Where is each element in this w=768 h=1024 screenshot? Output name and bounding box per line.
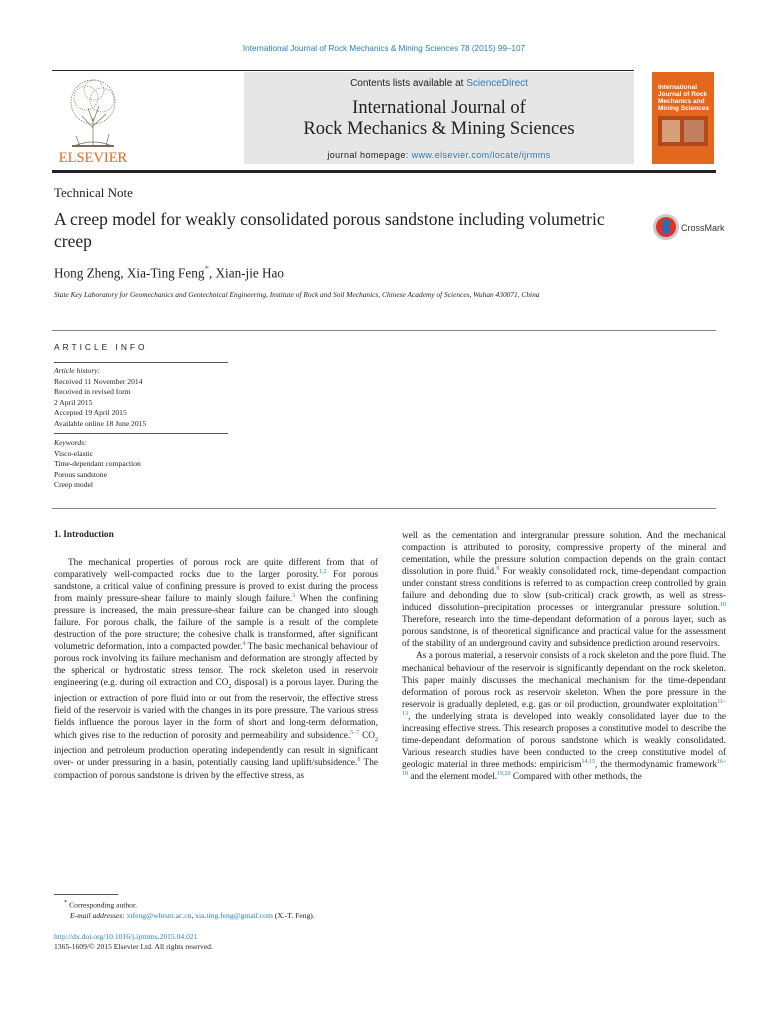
elsevier-logo (52, 72, 134, 166)
sciencedirect-link[interactable]: ScienceDirect (466, 78, 528, 89)
running-head-link[interactable]: International Journal of Rock Mechanics & Mining Sciences 78 (2015) 99–107 (242, 44, 526, 53)
crossmark-badge[interactable] (652, 212, 732, 242)
header-bottom-rule (52, 170, 716, 173)
elsevier-wordmark: ELSEVIER (58, 150, 128, 166)
copyright: 1365-1609/© 2015 Elsevier Ltd. All rights reserved. (54, 942, 213, 952)
footnote-rule (54, 894, 118, 895)
footnote: * Corresponding author. E-mail addresses: xtfeng@whrsm.ac.cn, xia.ting.feng@gmail.com (X.-T. Feng). (64, 899, 315, 920)
homepage-link[interactable]: www.elsevier.com/locate/ijrmms (411, 150, 551, 160)
keywords: Keywords: Visco-elastic Time-dependant compaction Porous sandstone Creep model (54, 438, 141, 490)
body-column-right (402, 530, 726, 783)
article-type: Technical Note (54, 185, 133, 200)
author-list: Hong Zheng, Xia-Ting Feng*, Xian-jie Hao (54, 264, 285, 281)
cover-image (658, 116, 708, 146)
journal-homepage: journal homepage: www.elsevier.com/locate/ijrmms (327, 150, 551, 160)
journal-cover-thumbnail[interactable] (652, 72, 714, 164)
article-info-rule (54, 362, 228, 363)
paragraph: As a porous material, a reservoir consists of a rock skeleton and the pore fluid. The mechanical behaviour of the reservoir is significantly dependant on the rock skeleton. This paper mainly discusses the mechanical mechanism for the time-dependant deformation of porous rock as reservoir skeleton. When the pore pressure in the reservoir is gradually depleted, e.g. gas or oil production, groundwater exploitation$^{11-13}$, the underlying strata is developed into weakly consolidated layer due to the increasing effective stress. This research proposes a constitutive model to describe the time-dependant deformation of porous sandstone which is weakly consolidated. Various research studies have been conducted to the creep constitutive model of geologic material in three methods: empiricism$^{14,15}$, the thermodynamic framework$^{16-18}$ and the element model.$^{19,20}$ Compared with other methods, the (402, 651, 726, 782)
section-heading: 1. Introduction (54, 530, 114, 540)
paragraph: The mechanical properties of porous rock are quite different from that of comparatively well-compacted rocks due to the larger porosity.$^{1,2}$ For porous sandstone, a critical value of confining pressure is proved to exist during the process from mainly pressure-shear failure to mainly slough failure.$^3$ When the confining pressure is increased, the main pressure-shear failure can be changed into slough failure. For porous chalk, the failure of the sample is a result of the complete destruction of the pore structure; the cohesive chalk is transformed, after significant volumetric deformation, into a compacted powder.$^4$ The basic mechanical behaviour of porous rock involving its failure mechanism and deformation are strongly affected by the spherical or hydrostatic stress tensor. The rock skeleton used in reservoir engineering (e.g. during oil extraction and $CO_2$ disposal) is a porous layer. During the injection or extraction of pore fluid into or out from the reservoir, the effective stress field of the reservoir is varied with the changes in its pore pressure. The various stress fields influence the porous layer in the form of short and long-term deformation, which gives rise to the reduction of porosity and permeability and subsidence.$^{5-7}$ $CO_2$ injection and petroleum production operating independently can result in significant over- or under pressuring in a basin, potentially causing land uplift/subsidence.$^8$ The compaction of porous sandstone is driven by the effective stress, as (54, 558, 378, 781)
svg-text:CrossMark: CrossMark (681, 223, 725, 233)
email-link[interactable]: xia.ting.feng@gmail.com (195, 910, 273, 920)
header-top-rule (52, 70, 634, 71)
contents-line: Contents lists available at ScienceDirect (350, 78, 528, 89)
article-history: Article history: Received 11 November 2014 Received in revised form 2 April 2015 Accepted 19 April 2015 Available online 18 June 2015 (54, 366, 147, 428)
affiliation-rule (52, 330, 716, 331)
body-column-left (54, 557, 378, 782)
cover-title: International Journal of Rock Mechanics and Mining Sciences (658, 84, 709, 112)
page-footer (54, 932, 213, 953)
body-top-rule (52, 508, 716, 509)
email-link[interactable]: xtfeng@whrsm.ac.cn (126, 910, 192, 920)
running-head[interactable] (0, 44, 768, 53)
paragraph: well as the cementation and intergranular pressure solution. And the mechanical compaction is attributed to porosity, compressive property of the mineral and cementation, while the pressure solution compaction depends on the grain contact dissolution in pore fluid.$^9$ For weakly consolidated rock, time-dependant compaction under constant stress conditions is referred to as compaction creep controlled by grain failure and debonding due to slow (sub-critical) crack growth, as well as stress-induced dissolution–precipitation processes or intergranular pressure solution.$^{10}$ Therefore, research into the time-dependant deformation of a porous layer, such as porous sandstone, is of theoretical significance and practical value for the assessment of the stability of an underground cavity and subsidence prediction around reservoirs. (402, 531, 727, 650)
article-title: A creep model for weakly consolidated porous sandstone including volumetric creep (54, 209, 605, 251)
affiliation: State Key Laboratory for Geomechanics and Geotechnical Engineering, Institute of Rock and Soil Mechanics, Chinese Academy of Sciences, Wuhan 430071, China (54, 290, 540, 299)
article-info-heading: ARTICLE INFO (54, 342, 148, 352)
crossmark-icon (652, 212, 732, 242)
elsevier-tree-icon (52, 72, 134, 166)
doi-link[interactable]: http://dx.doi.org/10.1016/j.ijrmms.2015.04.021 (54, 932, 198, 941)
corresponding-author-mark[interactable]: * (204, 264, 209, 274)
history-rule (54, 433, 228, 434)
journal-banner (244, 72, 634, 164)
journal-title: International Journal of Rock Mechanics & Mining Sciences (303, 98, 575, 139)
